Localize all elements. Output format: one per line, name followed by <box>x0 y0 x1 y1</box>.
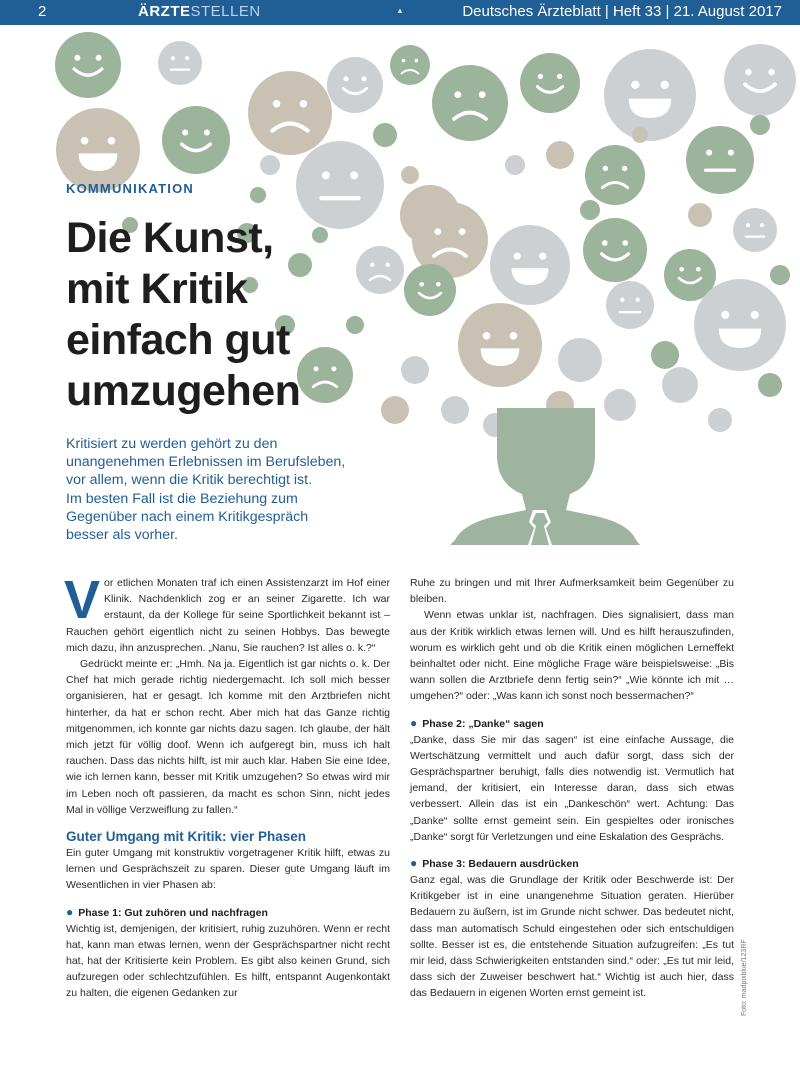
emoticon-icon <box>520 53 580 113</box>
bubble <box>688 203 712 227</box>
lead-line: vor allem, wenn die Kritik berechtigt ist. <box>66 472 313 489</box>
lead-line: Gegenüber nach einem Kritikgespräch <box>66 508 309 525</box>
headline-line: Die Kunst, <box>66 214 274 262</box>
emoticon-icon <box>585 145 645 205</box>
emoticon-icon <box>733 208 777 252</box>
section-subheading: Guter Umgang mit Kritik: vier Phasen <box>66 829 307 845</box>
phase-heading <box>66 904 390 921</box>
bubble <box>250 187 266 203</box>
bullet-icon: ● <box>410 856 418 871</box>
body-column-right <box>410 575 734 1002</box>
bubble <box>401 166 419 184</box>
emoticon-icon <box>583 218 647 282</box>
bubble <box>758 373 782 397</box>
paragraph: Wenn etwas unklar ist, nachfragen. Dies signalisiert, dass man aus der Kritik wirklich etwas lernen will. Und es hilft herauszufinden, worum es wirklich geht und ob die Kritik einen möglichen Lerneffekt beinhaltet oder nicht. Eine mögliche Frage wäre beispielsweise: „Bis wann sollen die Arztbriefe denn fertig sein?“ „Wie könnte ich mit … umgehen?“ oder: „Was kann ich sonst noch bessermachen?“ <box>410 609 734 703</box>
emoticon-icon <box>248 71 332 155</box>
header-ornament: ▲ <box>396 6 404 15</box>
page-number: 2 <box>38 3 47 20</box>
phase-heading-text: Phase 2: „Danke“ sagen <box>422 717 544 730</box>
paragraph <box>64 570 390 656</box>
paragraph: „Danke, dass Sie mir das sagen“ ist eine einfache Aussage, die Wertschätzung vermittelt und auch dafür sorgt, dass sich der Gesprächspartner beruhigt, falls dies notwendig ist. Vermutlich hat jemand, der kritisiert, ein Interesse daran, dass sich etwas verbessert. Allein das ist ein „Dankeschön“ wert. Achtung: Das „Danke“ sollte ernst gemeint sein. Ein gespieltes oder ironisches „Danke“ sorgt für Verletzungen und eine Eskalation des Gesprächs. <box>410 733 734 843</box>
bubble <box>651 341 679 369</box>
paragraph: Ein guter Umgang mit konstruktiv vorgetragener Kritik hilft, etwas zu lernen und Gesprächszeit zu sparen. Dieser gute Umgang läuft im Wesentlichen in vier Phasen ab: <box>66 847 390 892</box>
paragraph: Gedrückt meinte er: „Hmh. Na ja. Eigentlich ist gar nichts o. k. Der Chef hat mich gerade richtig niedergemacht. Ich soll mich besser organisieren, hat er gesagt. Ich komme mit den Arztbriefen nicht hinterher, da hat er schon recht. Aber mich hat das Ganze richtig mitgenommen, ich konnte gar nichts dazu sagen. Ich glaube, der hält mich jetzt für völlig doof. Wenn ich aufgeregt bin, muss ich halt rauchen. Dass das nichts hilft, ist mir auch klar. Haben Sie eine Idee, wie ich lernen kann, besser mit Kritik umzugehen? So etwas wird mir im Leben noch oft passieren, da macht es schon Sinn, nicht jedes Mal in völlige Verzweiflung zu fallen.“ <box>66 658 390 816</box>
paragraph-text: or etlichen Monaten traf ich einen Assistenzarzt im Hof einer Klinik. Nachdenklich zog er an seiner Zigarette. Ich war erstaunt, da der Kollege für seine Sportlichkeit bekannt ist – Rauchen gehört eigentlich nicht zu seinen Hobbys. Das bewegte mich dazu, ihn anzusprechen. „Nanu, Sie rauchen? Ist alles o. k.?“ <box>66 577 390 654</box>
paragraph: Ganz egal, was die Grundlage der Kritik oder Beschwerde ist: Der Kritikgeber ist in eine unangenehme Situation geraten. Hierüber Bedauern zu äußern, ist im Grunde nicht schwer. Das bedeutet nicht, dass man automatisch Schuld eingestehen oder sich entschuldigen sollte. Besser ist es, die entstehende Situation aufzugreifen: „Es tut mir leid, dass Schwierigkeiten entstanden sind.“ oder: „Es tut mir leid, dass sich der Zuweiser beschwert hat.“ Wichtig ist auch hier, dass das Bedauern in eigenen Worten ernst gemeint ist. <box>410 874 734 1000</box>
headline-line: umzugehen <box>66 367 301 415</box>
issue-info: Deutsches Ärzteblatt | Heft 33 | 21. August 2017 <box>462 3 782 20</box>
section-brand <box>138 3 261 20</box>
phase-heading <box>410 715 734 732</box>
headline-line: einfach gut <box>66 316 290 364</box>
phase-heading-text: Phase 1: Gut zuhören und nachfragen <box>78 906 268 919</box>
emoticon-icon <box>162 106 230 174</box>
phase-heading-text: Phase 3: Bedauern ausdrücken <box>422 858 579 871</box>
bubble <box>750 115 770 135</box>
emoticon-icon <box>390 45 430 85</box>
bubble <box>770 265 790 285</box>
bubble <box>401 356 429 384</box>
paragraph: Wichtig ist, demjenigen, der kritisiert, ruhig zuzuhören. Wenn er recht hat, kann man etwas lernen, wenn der Gesprächspartner nicht recht hat, hat der Kritisierte kein Problem. Es gibt also keinen Grund, sich aufzuregen oder schlechtzufühlen. Es hilft, entspannt Augenkontakt zu halten, die eigenen Gedanken zur <box>66 922 390 1000</box>
emoticon-icon <box>432 65 508 141</box>
article-kicker: KOMMUNIKATION <box>66 181 195 196</box>
bubble <box>505 155 525 175</box>
page-header <box>0 0 800 25</box>
article-headline <box>66 213 366 417</box>
bubble <box>441 396 469 424</box>
headline-line: mit Kritik <box>66 265 248 313</box>
emoticon-icon <box>694 279 786 371</box>
emoticon-icon <box>404 264 456 316</box>
emoticon-icon <box>604 49 696 141</box>
emoticon-icon <box>686 126 754 194</box>
lead-line: besser als vorher. <box>66 527 178 544</box>
body-column-left <box>64 570 390 1002</box>
lead-line: Kritisiert zu werden gehört zu den <box>66 436 278 452</box>
photo-credit: Foto: madpixblue/123RF <box>741 939 748 1016</box>
emoticon-icon <box>327 57 383 113</box>
emoticon-icon <box>458 303 542 387</box>
bubble <box>260 155 280 175</box>
emoticon-icon <box>490 225 570 305</box>
lead-line: Im besten Fall ist die Beziehung zum <box>66 490 298 507</box>
bubble <box>580 200 600 220</box>
bubble <box>546 141 574 169</box>
emoticon-icon <box>158 41 202 85</box>
bubble <box>373 123 397 147</box>
emoticon-icon <box>55 32 121 98</box>
bubble <box>381 396 409 424</box>
article-lead <box>66 435 386 544</box>
emoticon-icon <box>56 108 140 192</box>
brand-light: STELLEN <box>190 3 261 20</box>
lead-line: unangenehmen Erlebnissen im Berufsleben, <box>66 454 346 471</box>
emoticon-icon <box>606 281 654 329</box>
bubble <box>708 408 732 432</box>
drop-cap: V <box>64 570 101 630</box>
bubble <box>558 338 602 382</box>
paragraph: Ruhe zu bringen und mit Ihrer Aufmerksamkeit beim Gegenüber zu bleiben. <box>410 577 734 606</box>
bubble <box>632 127 648 143</box>
bullet-icon: ● <box>66 904 74 919</box>
brand-bold: ÄRZTE <box>138 3 191 20</box>
phase-heading <box>410 855 734 872</box>
emoticon-icon <box>724 44 796 116</box>
bubble <box>604 389 636 421</box>
bullet-icon: ● <box>410 715 418 730</box>
head-silhouette-icon <box>450 408 640 545</box>
bubble <box>662 367 698 403</box>
